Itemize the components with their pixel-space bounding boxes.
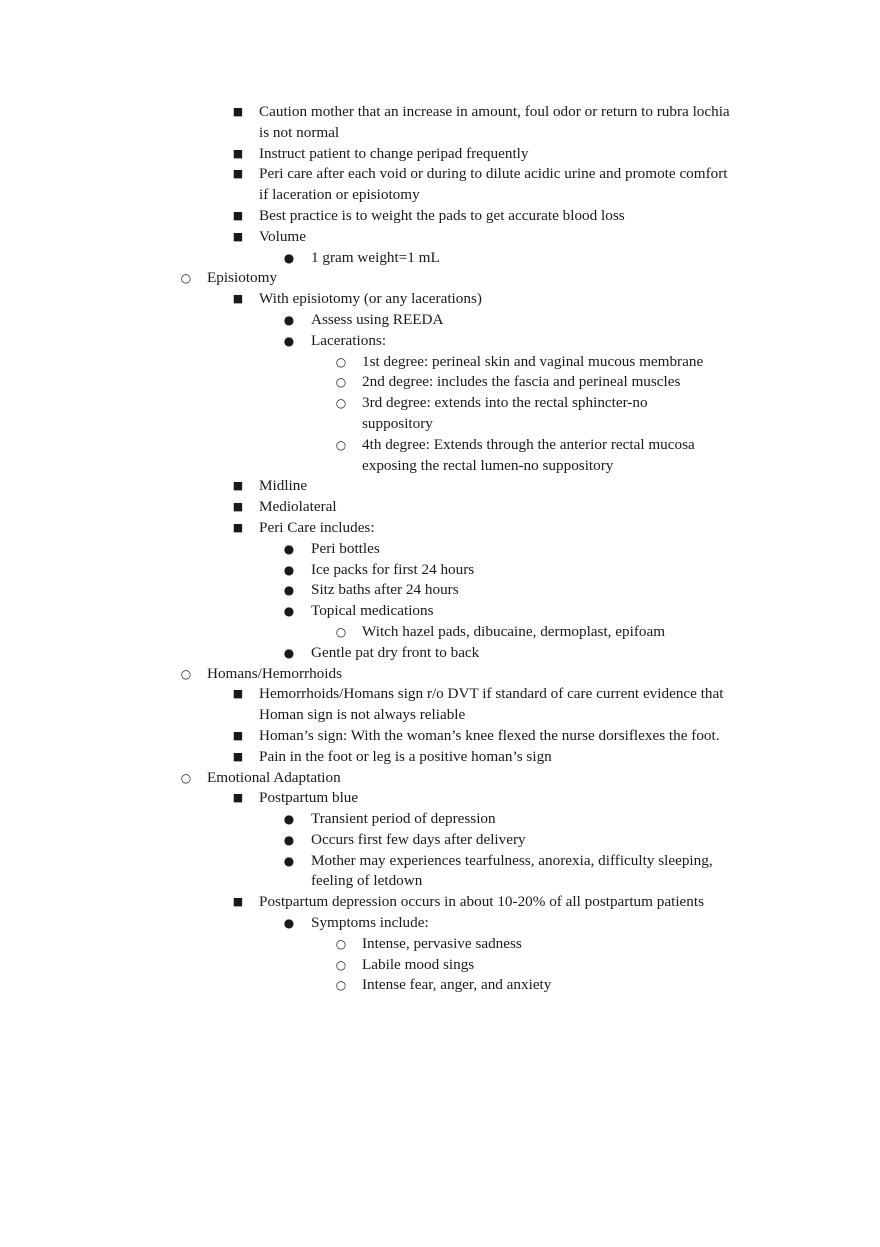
circle-bullet-icon: ○ <box>335 624 347 639</box>
outline-item-level-4 <box>0 560 736 581</box>
dot-bullet-icon: ● <box>283 916 295 931</box>
outline-item-level-5 <box>0 435 722 477</box>
outline-item-level-5 <box>0 955 722 976</box>
dot-bullet-icon: ● <box>283 853 295 868</box>
outline-item-text: Hemorrhoids/Homans sign r/o DVT if standard of care current evidence that Homan sign is not always reliable <box>259 685 724 724</box>
dot-bullet-icon: ● <box>283 812 295 827</box>
outline-item-text: Witch hazel pads, dibucaine, dermoplast, epifoam <box>362 622 666 640</box>
outline-item-text: Emotional Adaptation <box>207 768 341 786</box>
outline-item-text: Transient period of depression <box>311 810 496 828</box>
outline-item-level-3 <box>0 164 734 206</box>
outline-item-level-2 <box>0 664 747 685</box>
dot-bullet-icon: ● <box>283 832 295 847</box>
outline-item-text: Homan’s sign: With the woman’s knee flexed the nurse dorsiflexes the foot. <box>259 726 720 744</box>
square-bullet-icon: ■ <box>232 500 244 514</box>
notes-outline <box>0 102 880 996</box>
outline-item-text: Peri care after each void or during to dilute acidic urine and promote comfort if laceration or episiotomy <box>259 165 728 204</box>
dot-bullet-icon: ● <box>283 645 295 660</box>
outline-item-level-4 <box>0 851 736 893</box>
outline-item-level-5 <box>0 352 722 373</box>
outline-item-level-5 <box>0 934 722 955</box>
square-bullet-icon: ■ <box>232 520 244 534</box>
outline-item-level-3 <box>0 289 734 310</box>
circle-bullet-icon: ○ <box>335 936 347 951</box>
outline-item-level-3 <box>0 206 734 227</box>
square-bullet-icon: ■ <box>232 146 244 160</box>
outline-item-text: Intense, pervasive sadness <box>362 934 522 952</box>
square-bullet-icon: ■ <box>232 749 244 763</box>
outline-item-level-4 <box>0 809 736 830</box>
outline-item-level-3 <box>0 476 734 497</box>
outline-item-text: Mediolateral <box>259 498 337 516</box>
outline-item-level-3 <box>0 227 734 248</box>
outline-item-text: Homans/Hemorrhoids <box>207 664 342 682</box>
dot-bullet-icon: ● <box>283 250 295 265</box>
square-bullet-icon: ■ <box>232 208 244 222</box>
outline-item-text: Intense fear, anger, and anxiety <box>362 976 552 994</box>
outline-item-level-4 <box>0 601 736 622</box>
circle-bullet-icon: ○ <box>335 957 347 972</box>
square-bullet-icon: ■ <box>232 728 244 742</box>
outline-item-level-3 <box>0 892 734 913</box>
outline-item-text: Best practice is to weight the pads to get accurate blood loss <box>259 206 625 224</box>
outline-item-text: Assess using REEDA <box>311 310 444 328</box>
circle-bullet-icon: ○ <box>180 666 192 681</box>
circle-bullet-icon: ○ <box>335 978 347 993</box>
outline-item-level-3 <box>0 144 734 165</box>
square-bullet-icon: ■ <box>232 687 244 701</box>
square-bullet-icon: ■ <box>232 229 244 243</box>
outline-item-text: Topical medications <box>311 602 434 620</box>
circle-bullet-icon: ○ <box>180 271 192 286</box>
outline-item-level-5 <box>0 372 722 393</box>
outline-item-text: Midline <box>259 477 308 495</box>
outline-item-text: Ice packs for first 24 hours <box>311 560 475 578</box>
outline-item-level-4 <box>0 310 736 331</box>
outline-item-level-3 <box>0 497 734 518</box>
square-bullet-icon: ■ <box>232 167 244 181</box>
outline-item-text: Postpartum blue <box>259 789 359 807</box>
outline-item-level-2 <box>0 768 747 789</box>
circle-bullet-icon: ○ <box>335 437 347 452</box>
outline-item-text: 4th degree: Extends through the anterior rectal mucosa exposing the rectal lumen-no suppository <box>362 435 695 474</box>
square-bullet-icon: ■ <box>232 791 244 805</box>
square-bullet-icon: ■ <box>232 292 244 306</box>
square-bullet-icon: ■ <box>232 105 244 118</box>
outline-item-level-3 <box>0 788 734 809</box>
outline-item-text: Volume <box>259 227 306 245</box>
circle-bullet-icon: ○ <box>335 396 347 411</box>
outline-item-text: Occurs first few days after delivery <box>311 830 526 848</box>
outline-item-level-5 <box>0 393 722 435</box>
outline-item-text: Caution mother that an increase in amount, foul odor or return to rubra lochia is not normal <box>259 103 730 141</box>
square-bullet-icon: ■ <box>232 479 244 493</box>
outline-item-level-4 <box>0 580 736 601</box>
outline-item-level-2 <box>0 268 747 289</box>
outline-item-text: 3rd degree: extends into the rectal sphincter-no suppository <box>362 394 648 432</box>
outline-item-level-4 <box>0 331 736 352</box>
dot-bullet-icon: ● <box>283 562 295 577</box>
outline-item-level-3 <box>0 518 734 539</box>
outline-item-text: Sitz baths after 24 hours <box>311 581 459 599</box>
outline-item-level-3 <box>0 726 734 747</box>
dot-bullet-icon: ● <box>283 312 295 327</box>
dot-bullet-icon: ● <box>283 541 295 556</box>
outline-item-text: 1st degree: perineal skin and vaginal mucous membrane <box>362 352 704 370</box>
outline-item-text: Peri Care includes: <box>259 518 375 536</box>
outline-item-text: Postpartum depression occurs in about 10-20% of all postpartum patients <box>259 893 704 911</box>
outline-item-text: 1 gram weight=1 mL <box>311 248 440 266</box>
circle-bullet-icon: ○ <box>180 770 192 785</box>
outline-item-text: With episiotomy (or any lacerations) <box>259 290 482 308</box>
outline-item-level-3 <box>0 684 734 726</box>
dot-bullet-icon: ● <box>283 583 295 598</box>
outline-item-text: 2nd degree: includes the fascia and perineal muscles <box>362 373 681 391</box>
circle-bullet-icon: ○ <box>335 354 347 369</box>
outline-item-text: Episiotomy <box>207 269 278 287</box>
dot-bullet-icon: ● <box>283 604 295 619</box>
outline-item-text: Gentle pat dry front to back <box>311 643 480 661</box>
outline-item-level-4 <box>0 539 736 560</box>
dot-bullet-icon: ● <box>283 333 295 348</box>
outline-item-level-4 <box>0 643 736 664</box>
square-bullet-icon: ■ <box>232 895 244 909</box>
outline-item-text: Pain in the foot or leg is a positive homan’s sign <box>259 747 552 765</box>
outline-item-text: Lacerations: <box>311 331 387 349</box>
outline-item-text: Labile mood sings <box>362 955 475 973</box>
outline-item-level-4 <box>0 913 736 934</box>
outline-item-level-4 <box>0 248 736 269</box>
outline-item-level-3 <box>0 747 734 768</box>
outline-item-level-5 <box>0 622 722 643</box>
outline-item-text: Instruct patient to change peripad frequently <box>259 144 529 162</box>
outline-item-level-4 <box>0 830 736 851</box>
outline-item-level-5 <box>0 975 722 996</box>
circle-bullet-icon: ○ <box>335 375 347 390</box>
outline-item-text: Peri bottles <box>311 539 380 557</box>
outline-item-text: Mother may experiences tearfulness, anorexia, difficulty sleeping, feeling of letdown <box>311 851 713 890</box>
outline-item-text: Symptoms include: <box>311 914 429 932</box>
outline-item-level-3 <box>0 102 734 144</box>
